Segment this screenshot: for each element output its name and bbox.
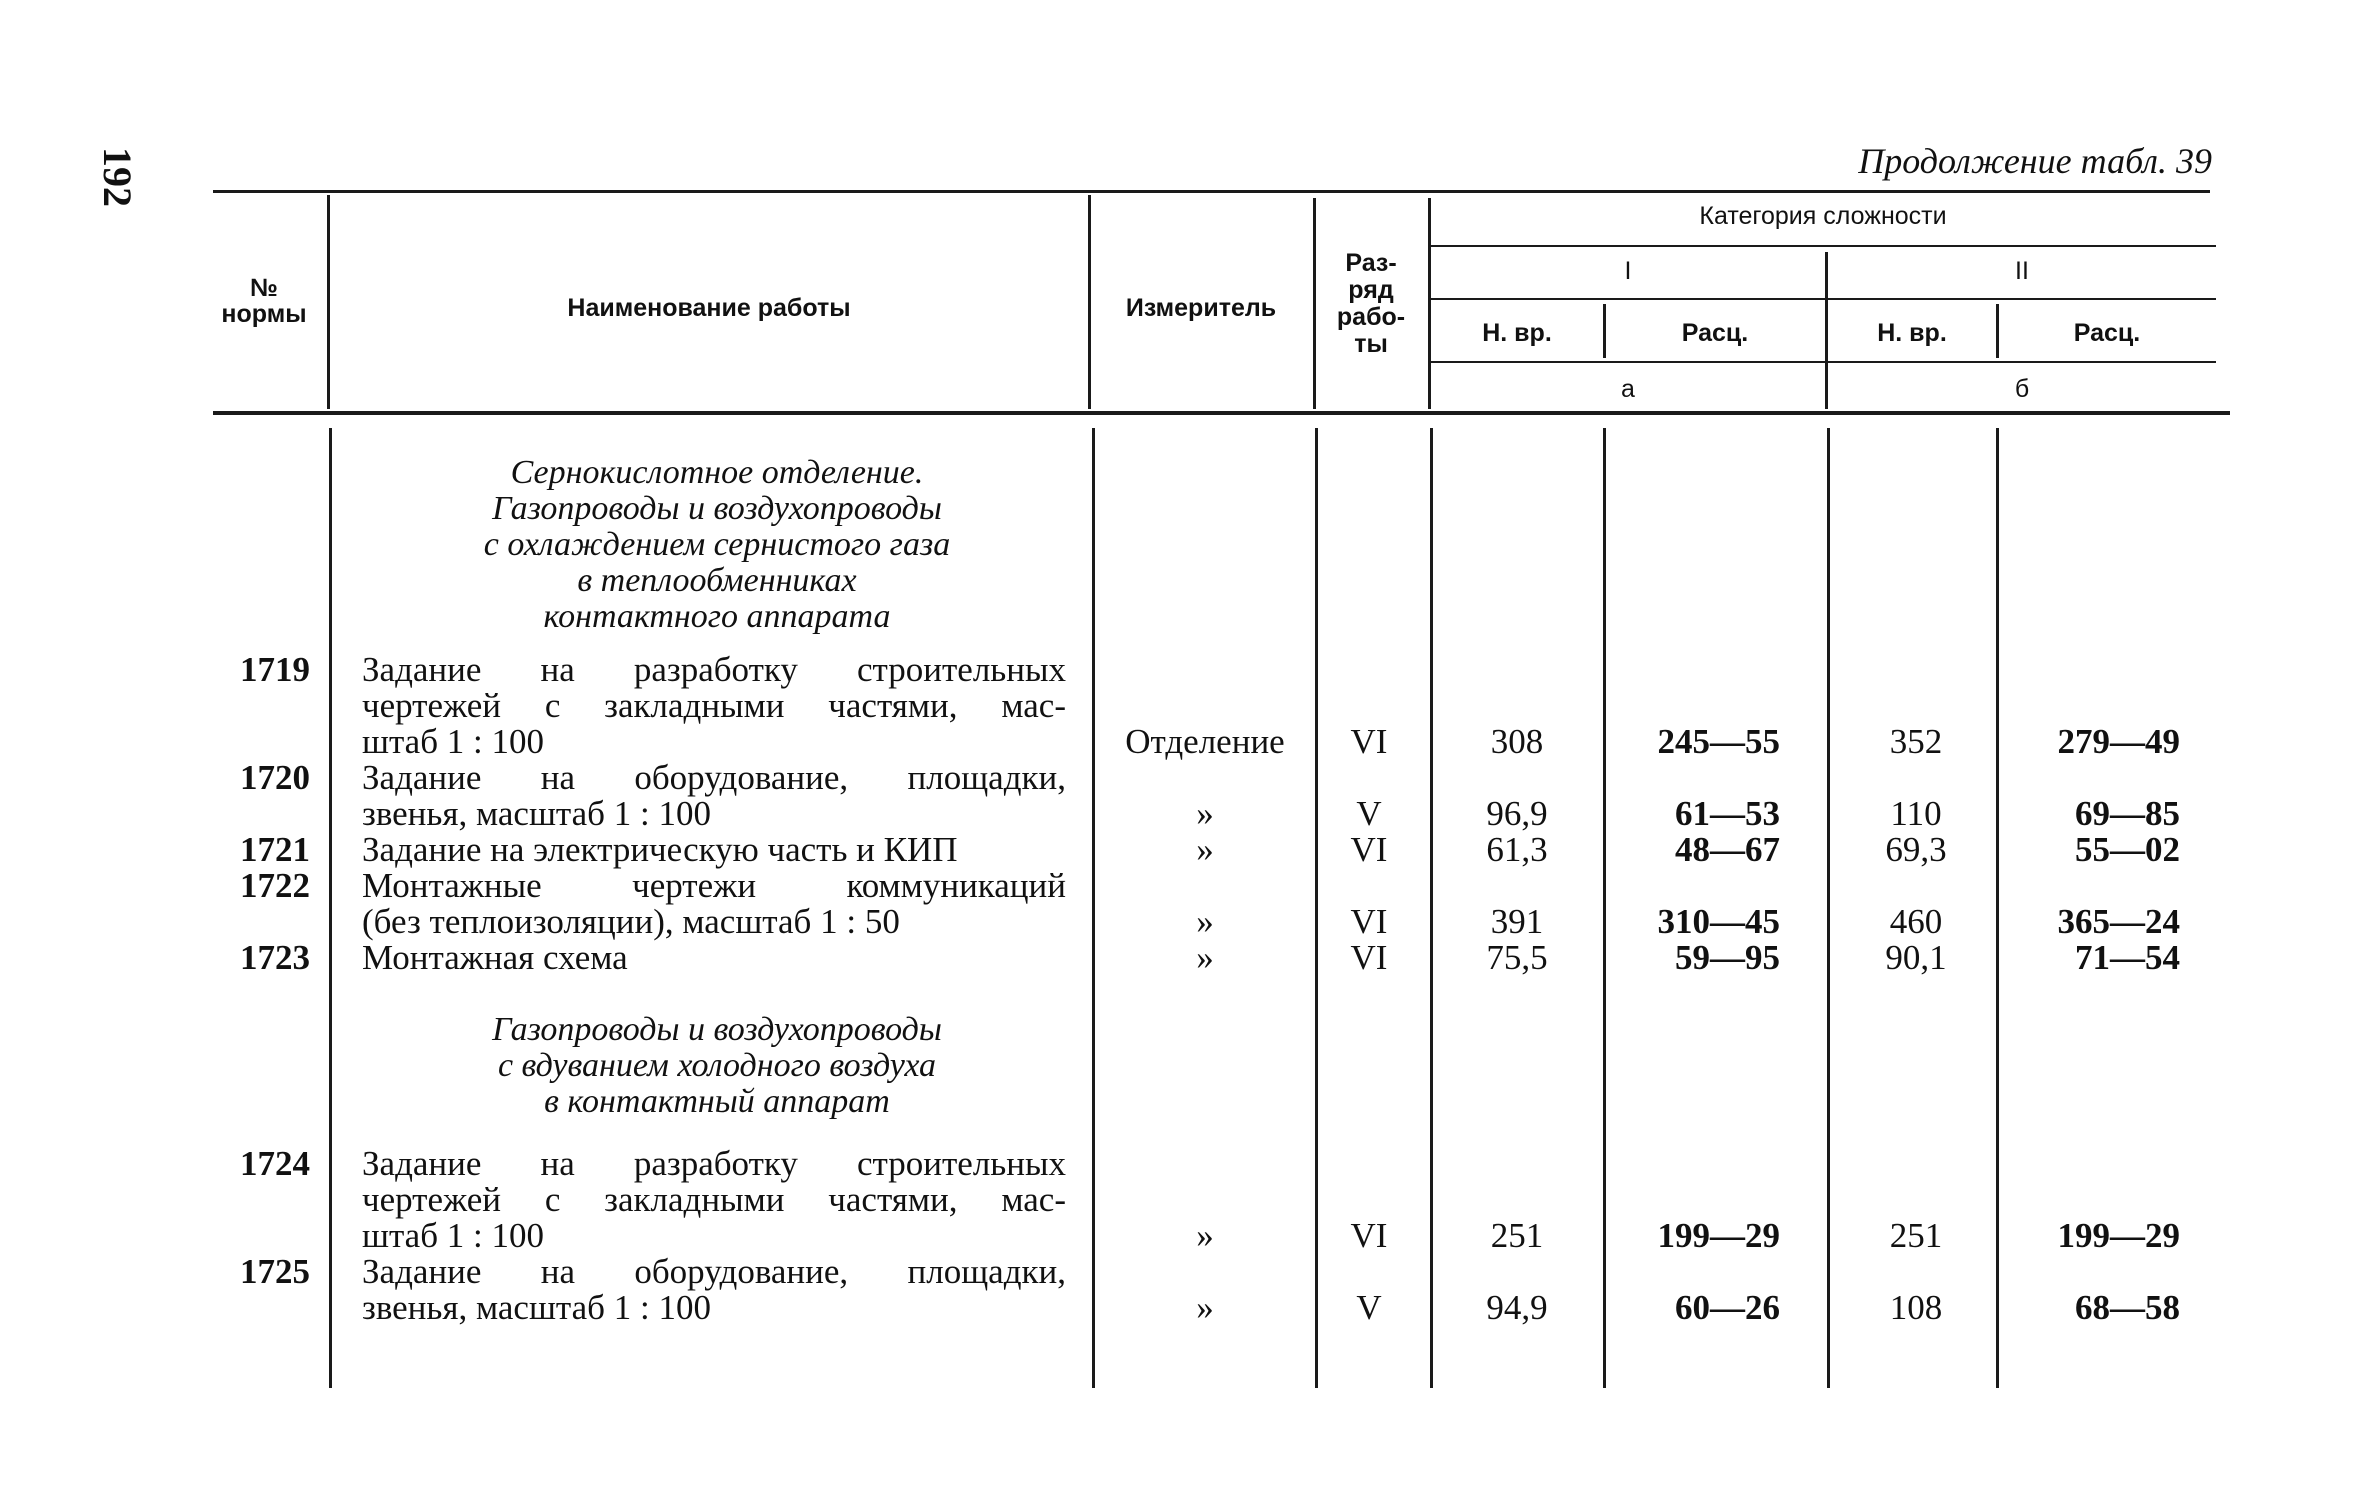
norm-time-cat1: 96,9 — [1486, 794, 1548, 833]
work-name: Монтажные чертежи коммуникаций — [362, 866, 1066, 905]
header-grade — [1316, 250, 1426, 358]
unit: » — [1196, 830, 1214, 869]
header-divider-complexity — [1428, 198, 1431, 409]
section-title-line: в теплообменниках — [577, 562, 857, 599]
rate-cat2: 279—49 — [2057, 722, 2180, 761]
header-name: Наименование работы — [567, 294, 851, 322]
unit: » — [1196, 794, 1214, 833]
section-title-line: контактного аппарата — [543, 598, 891, 635]
norm-number: 1720 — [240, 758, 310, 797]
work-name: Задание на разработку строительных — [362, 650, 1066, 689]
rate-cat2: 55—02 — [2075, 830, 2180, 869]
work-name: штаб 1 : 100 — [362, 1216, 544, 1255]
header-grade-line: ты — [1354, 330, 1388, 358]
work-name: Задание на оборудование, площадки, — [362, 758, 1066, 797]
work-name: звенья, масштаб 1 : 100 — [362, 1288, 711, 1327]
norm-time-cat1: 75,5 — [1486, 938, 1548, 977]
section-title — [332, 455, 1102, 635]
norm-time-cat2: 352 — [1889, 722, 1943, 761]
rate-cat1: 48—67 — [1675, 830, 1780, 869]
category-rule — [1430, 298, 2216, 300]
norm-time-cat1: 391 — [1490, 902, 1544, 941]
header-rate-2: Расц. — [2073, 319, 2141, 347]
table-caption: Продолжение табл. 39 — [1858, 141, 2212, 181]
unit: » — [1196, 1288, 1214, 1327]
rate-cat1: 59—95 — [1675, 938, 1780, 977]
header-category-2: II — [2015, 257, 2029, 285]
page-number: 192 — [95, 147, 140, 207]
rate-cat1: 61—53 — [1675, 794, 1780, 833]
rate-cat2: 199—29 — [2057, 1216, 2180, 1255]
rate-cat1: 60—26 — [1675, 1288, 1780, 1327]
table-row — [0, 832, 2362, 868]
table-row — [0, 940, 2362, 976]
rate-cat2: 69—85 — [2075, 794, 2180, 833]
header-rate-1: Расц. — [1681, 319, 1749, 347]
norm-number: 1725 — [240, 1252, 310, 1291]
header-complexity: Категория сложности — [1699, 202, 1947, 230]
header-divider-category — [1825, 252, 1828, 409]
work-name: Задание на электрическую часть и КИП — [362, 830, 958, 869]
unit: Отделение — [1125, 722, 1285, 761]
grade: V — [1356, 1288, 1382, 1327]
table-row — [0, 868, 2362, 904]
header-number: № нормы — [221, 274, 307, 328]
work-name: чертежей с закладными частями, мас- — [362, 686, 1066, 725]
unit: » — [1196, 1216, 1214, 1255]
section-title-line: в контактный аппарат — [544, 1083, 890, 1120]
table-row — [0, 688, 2362, 724]
grade: VI — [1350, 1216, 1388, 1255]
norm-number: 1723 — [240, 938, 310, 977]
norm-time-cat2: 460 — [1889, 902, 1943, 941]
norm-time-cat2: 251 — [1889, 1216, 1943, 1255]
norm-number: 1721 — [240, 830, 310, 869]
header-unit: Измеритель — [1125, 294, 1277, 322]
unit: » — [1196, 902, 1214, 941]
table-top-rule — [213, 190, 2210, 193]
norm-time-cat2: 108 — [1889, 1288, 1943, 1327]
work-name: Задание на разработку строительных — [362, 1144, 1066, 1183]
section-title-line: Сернокислотное отделение. — [510, 454, 924, 491]
header-grade-line: ряд — [1348, 276, 1394, 304]
norm-time-cat1: 251 — [1490, 1216, 1544, 1255]
subcolumn-rule — [1430, 361, 2216, 363]
rate-cat1: 245—55 — [1657, 722, 1780, 761]
table-row — [0, 1146, 2362, 1182]
table-row — [0, 652, 2362, 688]
table-row — [0, 724, 2362, 760]
norm-time-cat2: 90,1 — [1885, 938, 1947, 977]
norm-number: 1724 — [240, 1144, 310, 1183]
header-divider-name — [327, 195, 330, 409]
table-row — [0, 1290, 2362, 1326]
section-title-line: с вдуванием холодного воздуха — [497, 1047, 937, 1084]
table-row — [0, 1218, 2362, 1254]
work-name: Задание на оборудование, площадки, — [362, 1252, 1066, 1291]
norm-time-cat1: 308 — [1490, 722, 1544, 761]
header-sub-b: б — [2014, 375, 2030, 403]
header-norm-time-1: Н. вр. — [1482, 319, 1552, 347]
norm-number: 1719 — [240, 650, 310, 689]
header-sub-a: а — [1621, 375, 1635, 403]
grade: VI — [1350, 722, 1388, 761]
work-name: чертежей с закладными частями, мас- — [362, 1180, 1066, 1219]
grade: VI — [1350, 830, 1388, 869]
table-row — [0, 760, 2362, 796]
rate-cat2: 71—54 — [2075, 938, 2180, 977]
work-name: звенья, масштаб 1 : 100 — [362, 794, 711, 833]
work-name: (без теплоизоляции), масштаб 1 : 50 — [362, 902, 900, 941]
grade: VI — [1350, 902, 1388, 941]
work-name: Монтажная схема — [362, 938, 628, 977]
section-title-line: Газопроводы и воздухопроводы — [492, 490, 942, 527]
norm-number: 1722 — [240, 866, 310, 905]
norm-time-cat1: 94,9 — [1486, 1288, 1548, 1327]
section-title — [332, 1012, 1102, 1120]
rate-cat1: 310—45 — [1657, 902, 1780, 941]
grade: VI — [1350, 938, 1388, 977]
norm-time-cat1: 61,3 — [1486, 830, 1548, 869]
grade: V — [1356, 794, 1382, 833]
section-title-line: с охлаждением сернистого газа — [483, 526, 951, 563]
norm-time-cat2: 110 — [1890, 794, 1942, 833]
table-row — [0, 1182, 2362, 1218]
section-title-line: Газопроводы и воздухопроводы — [492, 1011, 942, 1048]
header-norm-time-2: Н. вр. — [1877, 319, 1947, 347]
header-grade-line: рабо- — [1336, 303, 1406, 331]
table-row — [0, 904, 2362, 940]
table-row — [0, 1254, 2362, 1290]
unit: » — [1196, 938, 1214, 977]
complexity-rule — [1430, 245, 2216, 247]
work-name: штаб 1 : 100 — [362, 722, 544, 761]
header-category-1: I — [1624, 257, 1632, 285]
rate-cat1: 199—29 — [1657, 1216, 1780, 1255]
rate-cat2: 365—24 — [2057, 902, 2180, 941]
header-grade-line: Раз- — [1345, 249, 1397, 277]
header-bottom-rule — [213, 411, 2230, 415]
rate-cat2: 68—58 — [2075, 1288, 2180, 1327]
header-divider-unit — [1088, 195, 1091, 409]
table-row — [0, 796, 2362, 832]
norm-time-cat2: 69,3 — [1885, 830, 1947, 869]
